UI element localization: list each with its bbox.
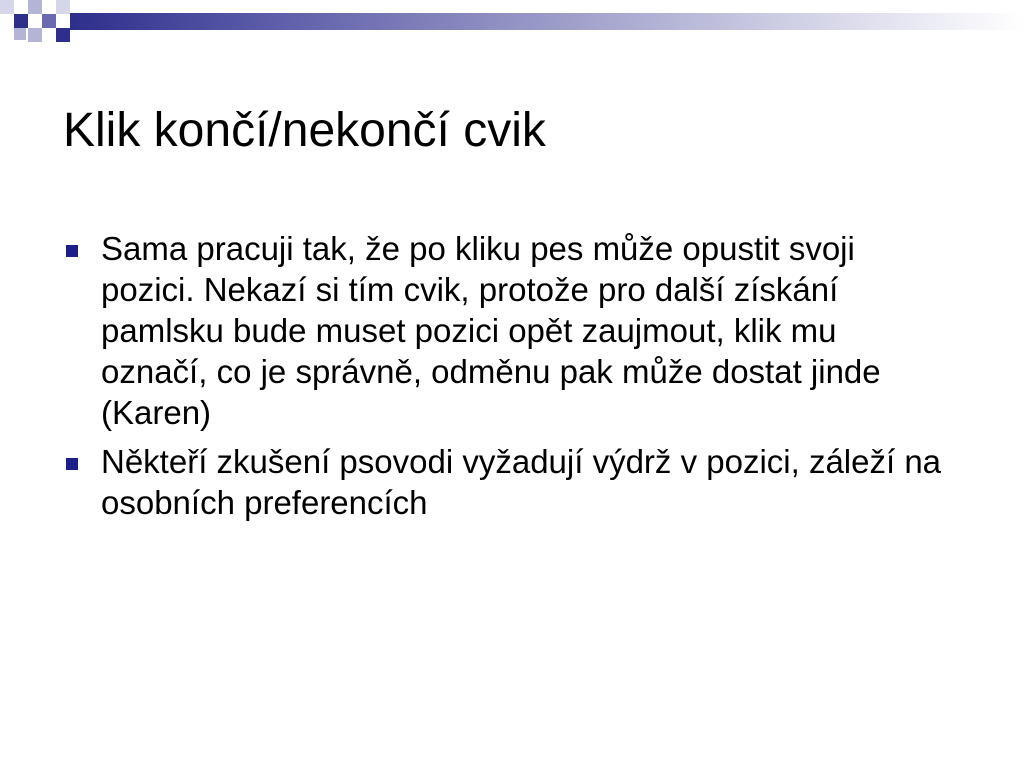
- slide-title: Klik končí/nekončí cvik: [63, 104, 546, 157]
- decor-square: [28, 0, 42, 14]
- decor-square: [0, 0, 14, 14]
- decor-square: [56, 0, 70, 14]
- bullet-item: [64, 441, 944, 523]
- bullet-item: [64, 228, 944, 433]
- decor-square: [56, 28, 70, 42]
- header-gradient-bar: [70, 13, 1024, 30]
- bullet-text: Sama pracuji tak, že po kliku pes může opustit svoji pozici. Nekazí si tím cvik, protože pro další získání pamlsku bude muset pozici opět zaujmout, klik mu označí, co je správně, odměnu pak může dostat jinde (Karen): [101, 230, 881, 431]
- bullet-list: [64, 228, 944, 531]
- decor-square: [42, 14, 56, 28]
- bullet-text: Někteří zkušení psovodi vyžadují výdrž v pozici, záleží na osobních preferencích: [101, 443, 942, 521]
- square-bullet-icon: [66, 458, 78, 470]
- decor-square: [28, 28, 42, 42]
- decor-square: [14, 14, 28, 28]
- square-bullet-icon: [66, 245, 78, 257]
- header-decoration: [0, 0, 1024, 44]
- decor-square: [14, 28, 26, 40]
